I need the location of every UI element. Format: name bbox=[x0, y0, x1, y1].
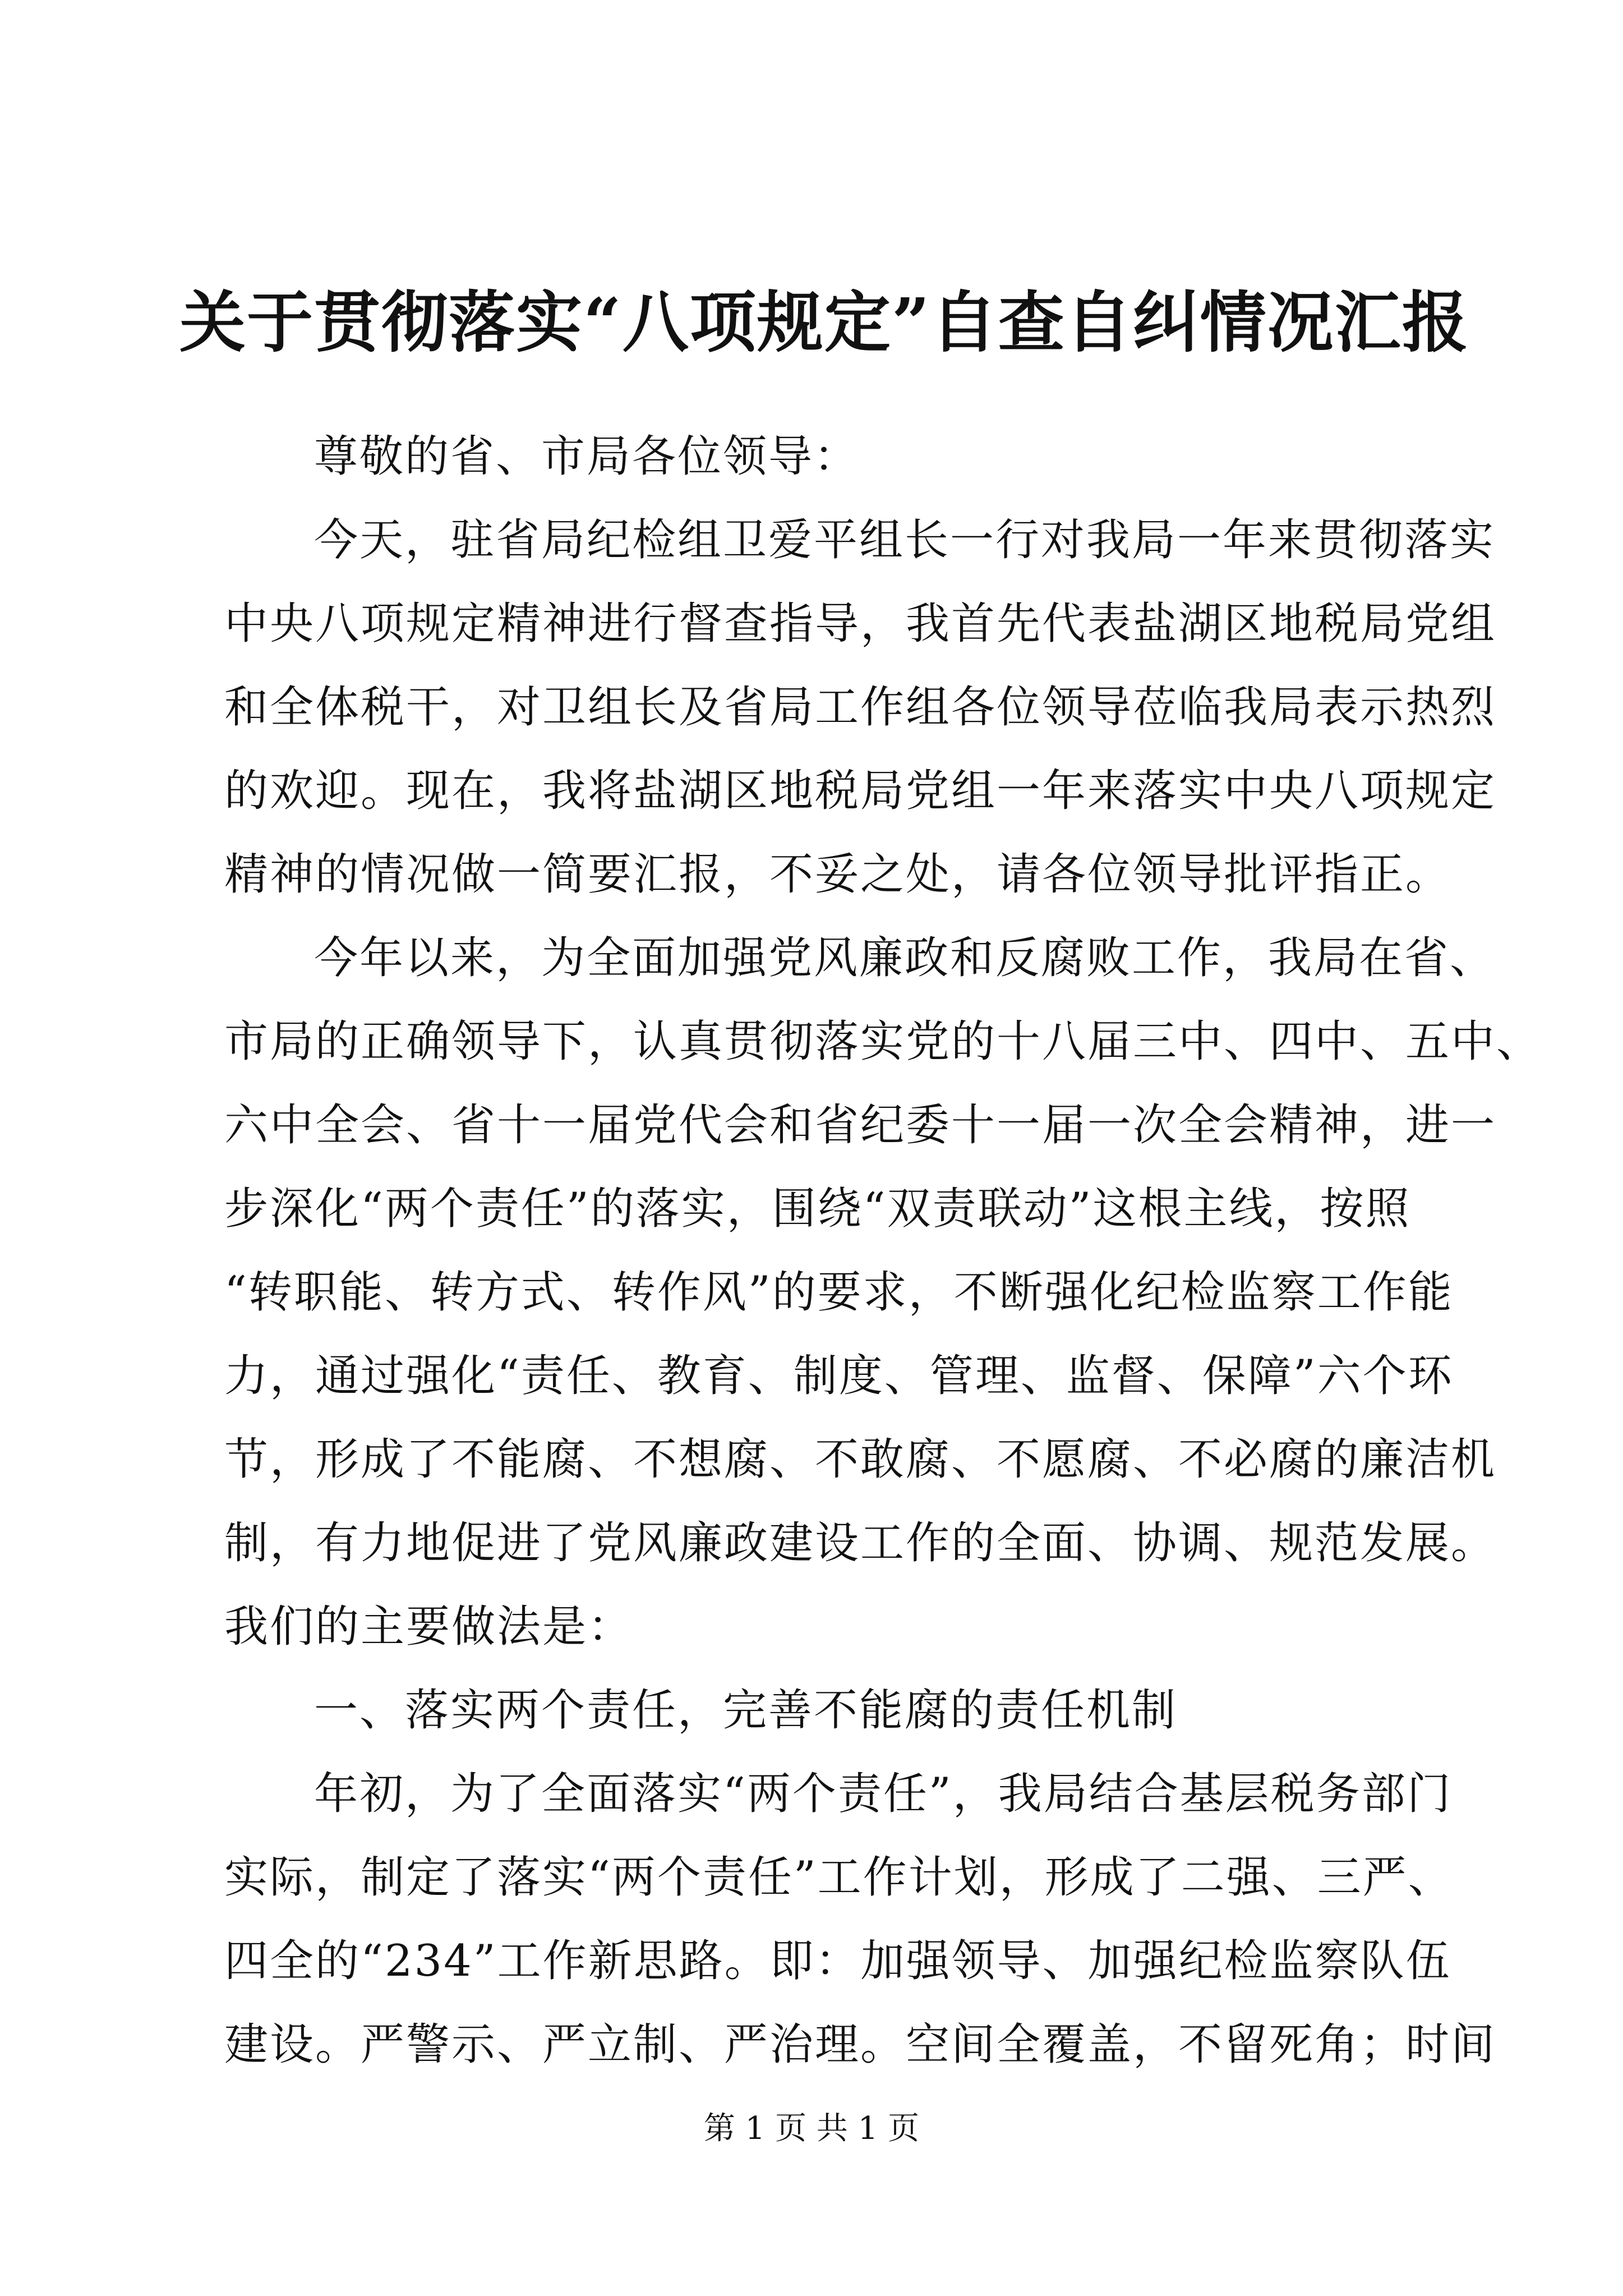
body-line: 实际，制定了落实“两个责任”工作计划，形成了二强、三严、 bbox=[224, 1852, 1454, 1903]
document-title: 关于贯彻落实“八项规定”自查自纠情况汇报 bbox=[179, 283, 1469, 361]
body-line: 一、落实两个责任，完善不能腐的责任机制 bbox=[314, 1685, 1178, 1736]
body-line: 六中全会、省十一届党代会和省纪委十一届一次全会精神，进一 bbox=[224, 1100, 1497, 1151]
body-line: 力，通过强化“责任、教育、制度、管理、监督、保障”六个环 bbox=[224, 1351, 1454, 1401]
body-line: “转职能、转方式、转作风”的要求，不断强化纪检监察工作能 bbox=[224, 1267, 1454, 1318]
body-line: 和全体税干，对卫组长及省局工作组各位领导莅临我局表示热烈 bbox=[224, 682, 1497, 733]
body-line: 建设。严警示、严立制、严治理。空间全覆盖，不留死角；时间 bbox=[224, 2019, 1497, 2070]
body-line: 节，形成了不能腐、不想腐、不敢腐、不愿腐、不必腐的廉洁机 bbox=[224, 1434, 1497, 1485]
body-line: 四全的“234”工作新思路。即：加强领导、加强纪检监察队伍 bbox=[224, 1936, 1451, 1986]
page-footer: 第 1 页 共 1 页 bbox=[703, 2110, 920, 2147]
body-line: 我们的主要做法是： bbox=[224, 1602, 634, 1652]
document-body bbox=[224, 415, 1542, 2087]
body-line: 年初，为了全面落实“两个责任”，我局结合基层税务部门 bbox=[314, 1769, 1453, 1819]
body-line: 市局的正确领导下，认真贯彻落实党的十八届三中、四中、五中、 bbox=[224, 1016, 1542, 1067]
body-line: 制，有力地促进了党风廉政建设工作的全面、协调、规范发展。 bbox=[224, 1518, 1497, 1568]
body-line: 今天，驻省局纪检组卫爱平组长一行对我局一年来贯彻落实 bbox=[314, 515, 1496, 565]
body-line: 今年以来，为全面加强党风廉政和反腐败工作，我局在省、 bbox=[314, 933, 1496, 983]
body-line: 尊敬的省、市局各位领导： bbox=[314, 431, 860, 482]
body-line: 中央八项规定精神进行督查指导，我首先代表盐湖区地税局党组 bbox=[224, 599, 1497, 649]
body-line: 的欢迎。现在，我将盐湖区地税局党组一年来落实中央八项规定 bbox=[224, 766, 1497, 816]
body-line: 精神的情况做一简要汇报，不妥之处，请各位领导批评指正。 bbox=[224, 849, 1451, 900]
body-line: 步深化“两个责任”的落实，围绕“双责联动”这根主线，按照 bbox=[224, 1184, 1411, 1234]
